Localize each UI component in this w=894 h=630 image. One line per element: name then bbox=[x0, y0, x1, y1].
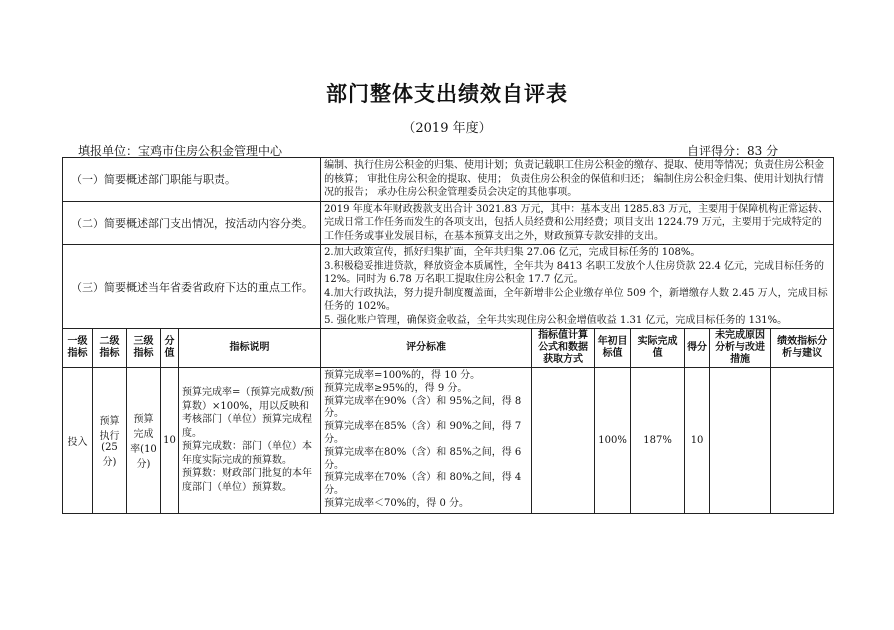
key-work-line: 2.加大政策宣传，抓好归集扩面，全年共归集 27.06 亿元，完成目标任务的 108%。 bbox=[324, 247, 701, 258]
cell-actual: 187% bbox=[631, 368, 685, 514]
criteria-line: 预算完成率在80%（含）和 85%之间，得 6 分。 bbox=[324, 446, 522, 471]
cell-reason bbox=[710, 368, 771, 514]
summary-text: 2019 年度本年财政拨款支出合计 3021.83 万元，其中：基本支出 1285.83 万元，主要用于保障机构正常运转、完成日常工作任务而发生的各项支出，包括人员经费和公用经费；项目支出 1224.79 万元，主要用于完成特定的工作任务或事业发展目标，在基本预算支出之外，财政预算专款安排的支出。 bbox=[321, 201, 834, 245]
header-points: 分值 bbox=[161, 329, 179, 368]
header-reason: 未完成原因分析与改进措施 bbox=[710, 329, 771, 368]
summary-label: （一）简要概述部门职能与职责。 bbox=[63, 158, 321, 202]
key-work-line: 5. 强化账户管理，确保资金收益，全年共实现住房公积金增值收益 1.31 亿元，完成目标任务的 131%。 bbox=[324, 314, 788, 326]
key-work-line: 4.加大行政执法，努力提升制度覆盖面，全年新增非公企业缴存单位 509 个，新增缴存人数 2.45 万人，完成目标任务的 102%。 bbox=[324, 287, 828, 312]
cell-level3: 预算完成率(10分) bbox=[127, 368, 161, 514]
criteria-line: 预算完成率在85%（含）和 90%之间，得 7 分。 bbox=[324, 421, 522, 445]
page-title: 部门整体支出绩效自评表 bbox=[326, 82, 568, 106]
criteria-line: 预算完成率≥95%的，得 9 分。 bbox=[324, 382, 468, 394]
summary-label: （三）简要概述当年省委省政府下达的重点工作。 bbox=[63, 245, 321, 329]
cell-level1: 投入 bbox=[63, 368, 93, 514]
table-row bbox=[63, 368, 834, 514]
header-actual: 实际完成值 bbox=[631, 329, 685, 368]
header-score: 得分 bbox=[685, 329, 710, 368]
header-level1: 一级指标 bbox=[63, 329, 93, 368]
cell-points: 10 bbox=[161, 368, 179, 514]
page-subtitle: （2019 年度） bbox=[402, 121, 492, 136]
header-description: 指标说明 bbox=[179, 329, 321, 368]
summary-text bbox=[321, 245, 834, 329]
criteria-line: 预算完成率在70%（含）和 80%之间，得 4 分。 bbox=[324, 472, 522, 497]
table-header-row bbox=[63, 329, 834, 368]
description-line: 预算完成率=（预算完成数/预算数）×100%，用以反映和考核部门（单位）预算完成程度。 bbox=[182, 387, 314, 439]
header-level2: 二级指标 bbox=[93, 329, 127, 368]
summary-text: 编制、执行住房公积金的归集、使用计划；负责记载职工住房公积金的缴存、提取、使用等情况；负责住房公积金的核算； 审批住房公积金的提取、使用； 负责住房公积金的保值和归还； 编制住房公积金归集、使用计划执行情况的报告； 承办住房公积金管理委员会决定的其他事项。 bbox=[321, 158, 834, 202]
header-analysis: 绩效指标分析与建议 bbox=[771, 329, 834, 368]
summary-label: （二）简要概述部门支出情况，按活动内容分类。 bbox=[63, 201, 321, 245]
self-score: 自评得分：83 分 bbox=[687, 144, 779, 158]
header-criteria: 评分标准 bbox=[321, 329, 532, 368]
cell-method bbox=[532, 368, 595, 514]
criteria-line: 预算完成率＜70%的，得 0 分。 bbox=[324, 497, 470, 509]
cell-description bbox=[179, 368, 321, 514]
cell-criteria bbox=[321, 368, 532, 514]
criteria-line: 预算完成率=100%的，得 10 分。 bbox=[324, 370, 481, 381]
criteria-line: 预算完成率在90%（含）和 95%之间，得 8 分。 bbox=[324, 395, 522, 420]
description-line: 预算数：财政部门批复的本年度部门（单位）预算数。 bbox=[182, 468, 312, 493]
cell-score: 10 bbox=[685, 368, 710, 514]
summary-row-functions bbox=[63, 158, 834, 202]
header-target: 年初目标值 bbox=[595, 329, 631, 368]
key-work-line: 3.积极稳妥推进贷款，释放资金本质属性，全年共为 8413 名职工发放个人住房贷款 22.4 亿元，完成目标任务的 12%。同时为 6.78 万名职工提取住房公积金 17.7 亿元。 bbox=[324, 260, 825, 285]
header-level3: 三级指标 bbox=[127, 329, 161, 368]
description-line: 预算完成数：部门（单位）本年度实际完成的预算数。 bbox=[182, 441, 312, 466]
header-method: 指标值计算公式和数据获取方式 bbox=[532, 329, 595, 368]
filing-unit: 填报单位：宝鸡市住房公积金管理中心 bbox=[78, 144, 283, 158]
cell-target: 100% bbox=[595, 368, 631, 514]
summary-row-key-work bbox=[63, 245, 834, 329]
summary-row-expenditure bbox=[63, 201, 834, 245]
cell-analysis bbox=[771, 368, 834, 514]
evaluation-table bbox=[62, 157, 834, 514]
cell-level2: 预算执行(25分) bbox=[93, 368, 127, 514]
